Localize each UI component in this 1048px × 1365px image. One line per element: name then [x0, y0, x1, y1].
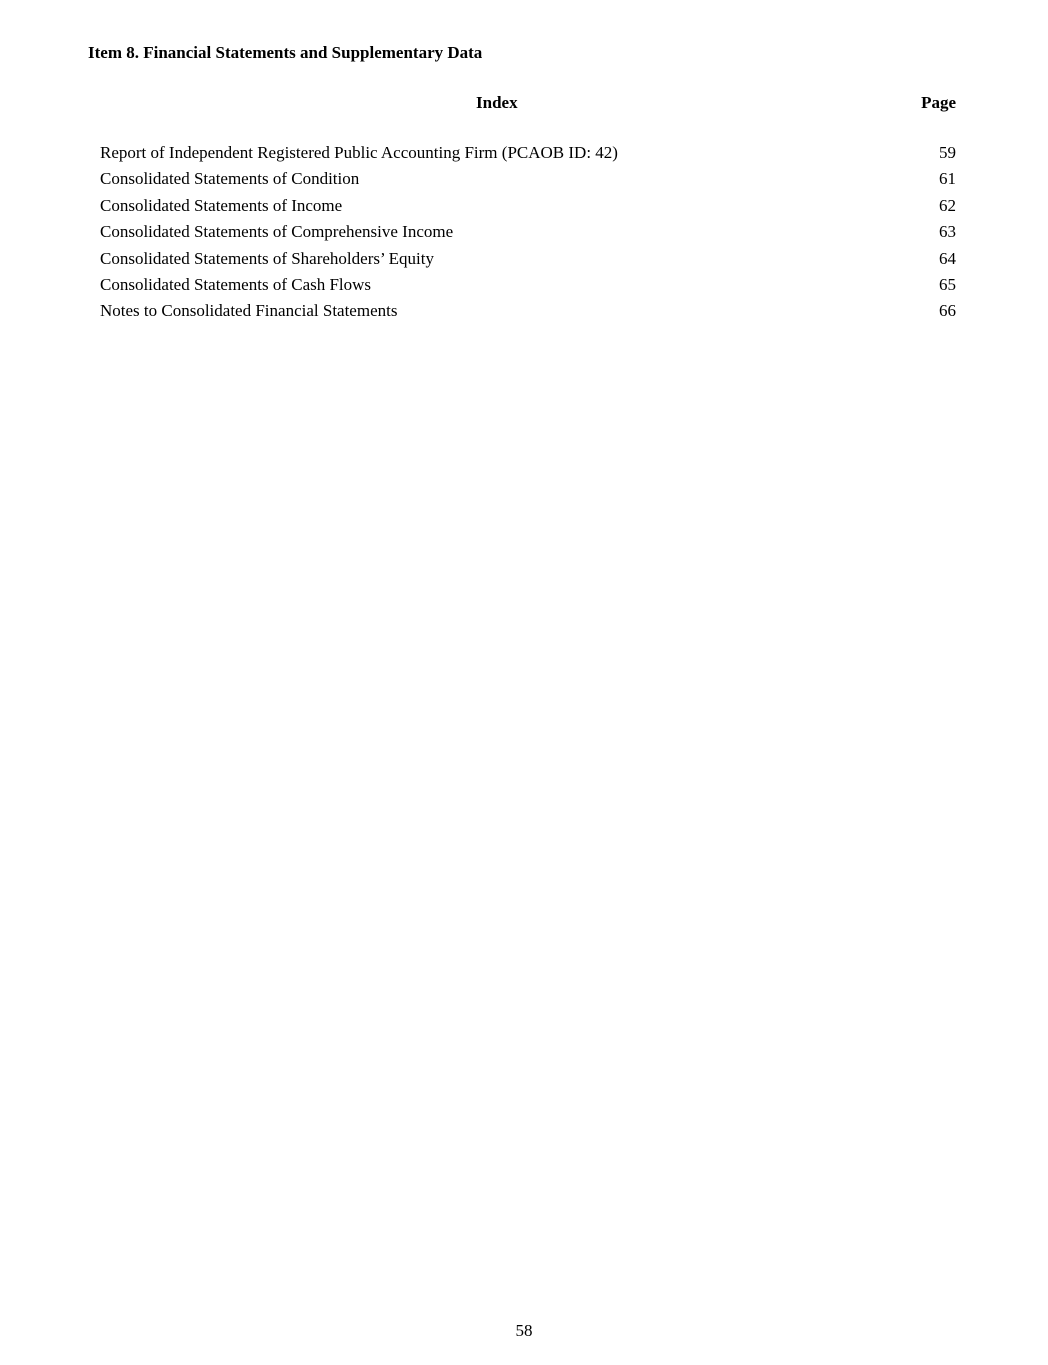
page-column-header: Page [921, 93, 956, 112]
toc-entry-page: 66 [939, 301, 956, 321]
toc-entry-title: Consolidated Statements of Income [100, 195, 343, 215]
toc-entry-title: Consolidated Statements of Comprehensive Income [100, 222, 454, 242]
toc-entry [100, 222, 956, 248]
toc-entry-title: Consolidated Statements of Cash Flows [100, 274, 372, 294]
table-of-contents [100, 143, 956, 328]
toc-entry [100, 143, 956, 169]
toc-entry [100, 249, 956, 275]
toc-entry [100, 275, 956, 301]
section-heading: Item 8. Financial Statements and Supplementary Data [88, 43, 483, 62]
toc-entry-title: Consolidated Statements of Condition [100, 169, 360, 189]
toc-entry-page: 65 [939, 274, 956, 294]
toc-entry-title: Notes to Consolidated Financial Statements [100, 301, 398, 321]
toc-entry-page: 63 [939, 222, 956, 242]
toc-entry-page: 62 [939, 195, 956, 215]
toc-entry [100, 169, 956, 195]
toc-entry-title: Report of Independent Registered Public Accounting Firm (PCAOB ID: 42) [100, 143, 618, 162]
toc-entry-title: Consolidated Statements of Shareholders’ Equity [100, 248, 434, 268]
toc-entry-page: 61 [939, 169, 956, 189]
toc-entry-page: 59 [939, 143, 956, 162]
toc-entry [100, 301, 956, 327]
toc-entry [100, 196, 956, 222]
toc-entry-page: 64 [939, 248, 956, 268]
page-number: 58 [515, 1321, 533, 1340]
index-column-header: Index [476, 93, 518, 112]
